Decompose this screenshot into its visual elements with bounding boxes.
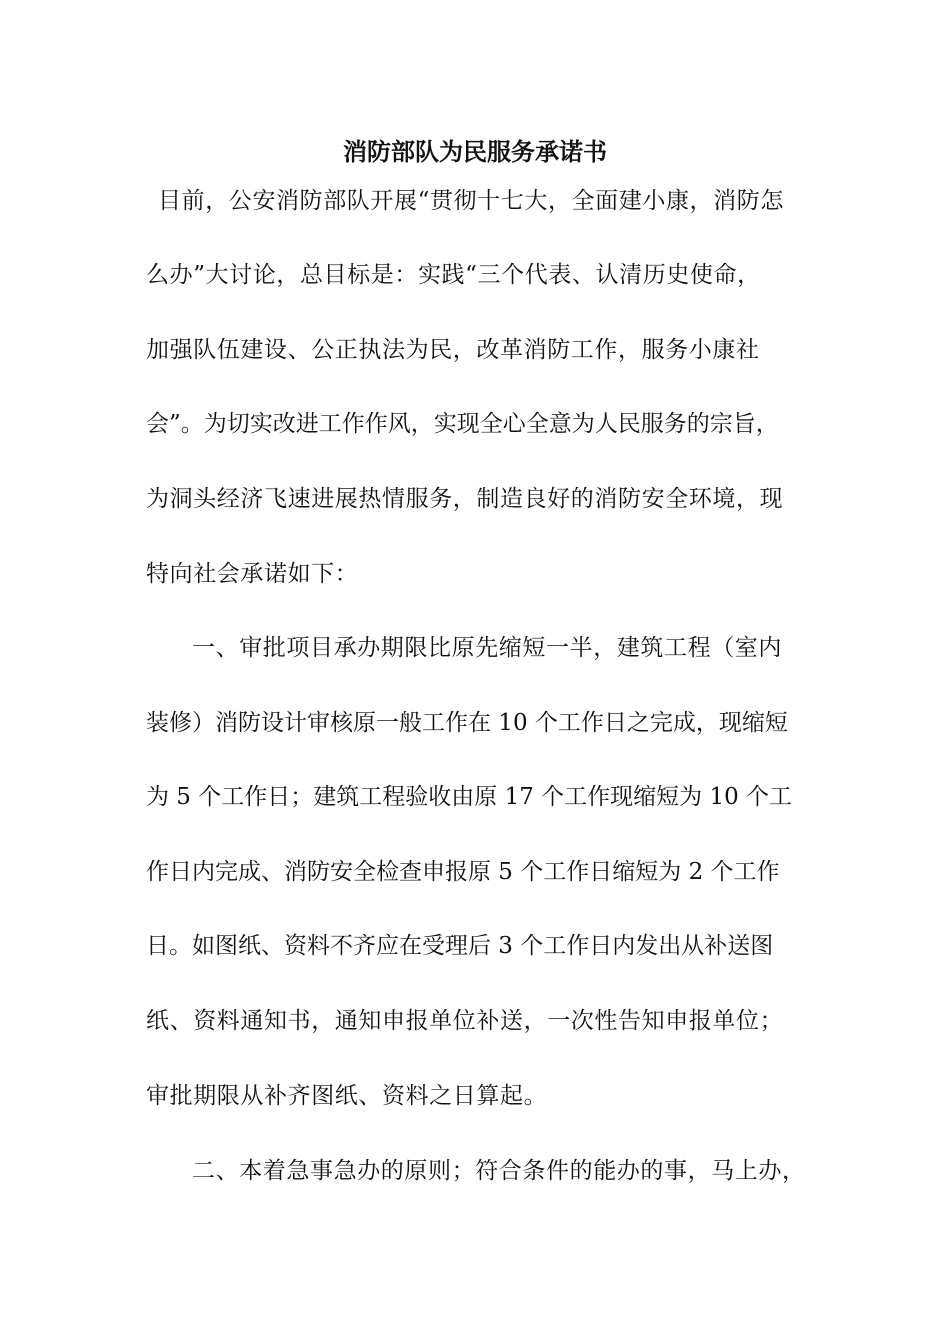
paragraph-line: 特向社会承诺如下： [146, 561, 359, 587]
paragraph-line: 加强队伍建设、公正执法为民，改革消防工作，服务小康社 [146, 337, 760, 363]
paragraph-line: 作日内完成、消防安全检查申报原 5 个工作日缩短为 2 个工作 [146, 859, 780, 885]
paragraph-line: 为 5 个工作日；建筑工程验收由原 17 个工作现缩短为 10 个工 [146, 784, 793, 810]
paragraph-line: 为洞头经济飞速进展热情服务，制造良好的消防安全环境，现 [146, 486, 784, 512]
paragraph-line: 纸、资料通知书，通知申报单位补送，一次性告知申报单位； [146, 1008, 784, 1034]
paragraph-line: 审批期限从补齐图纸、资料之日算起。 [146, 1083, 548, 1109]
paragraph-line: 日。如图纸、资料不齐应在受理后 3 个工作日内发出从补送图 [146, 933, 774, 959]
paragraph-line: 么办”大讨论，总目标是：实践“三个代表、认清历史使命， [146, 262, 761, 288]
paragraph-line: 目前，公安消防部队开展“贯彻十七大，全面建小康，消防怎 [158, 188, 784, 214]
paragraph-line: 一、审批项目承办期限比原先缩短一半，建筑工程（室内 [192, 635, 782, 661]
paragraph-line: 二、本着急事急办的原则；符合条件的能办的事，马上办， [192, 1158, 806, 1184]
paragraph-line: 会”。为切实改进工作作风，实现全心全意为人民服务的宗旨， [146, 411, 779, 437]
document-title: 消防部队为民服务承诺书 [343, 137, 607, 166]
paragraph-line: 装修）消防设计审核原一般工作在 10 个工作日之完成，现缩短 [146, 710, 788, 736]
